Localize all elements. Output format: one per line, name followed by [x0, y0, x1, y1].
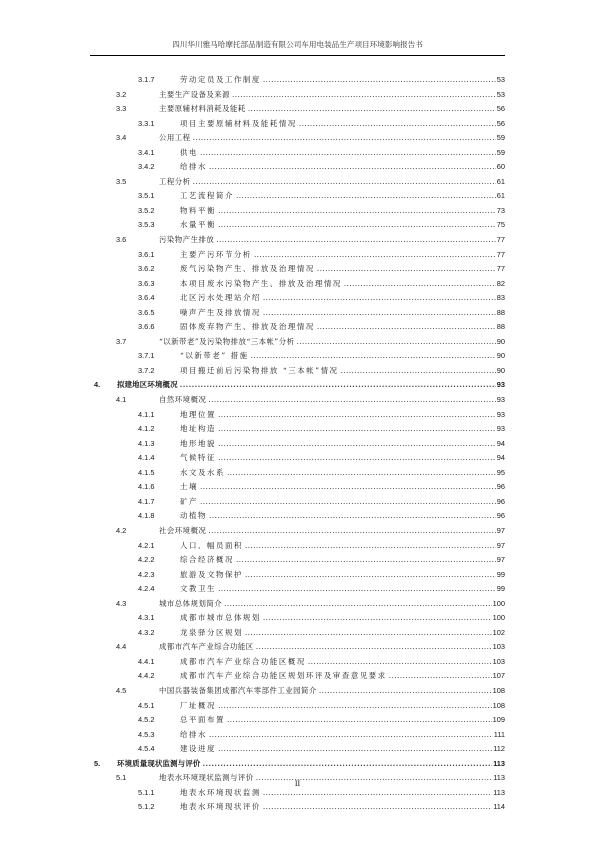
- toc-entry-page: 93: [496, 395, 505, 405]
- dot-leader: [209, 160, 496, 175]
- toc-entry-page: 56: [496, 118, 505, 128]
- toc-entry[interactable]: [0, 728, 595, 743]
- dot-leader: [263, 611, 492, 626]
- toc-entry-number: 4.5.3: [138, 729, 155, 739]
- toc-entry-page: 96: [496, 511, 505, 521]
- toc-entry-number: 4.2.2: [138, 555, 155, 565]
- toc-entry-title: 环境质量现状监测与评价: [117, 758, 201, 768]
- toc-entry[interactable]: [0, 480, 595, 495]
- toc-entry[interactable]: [0, 349, 595, 364]
- toc-entry[interactable]: [0, 699, 595, 714]
- toc-entry-number: 4.1.5: [138, 467, 155, 477]
- toc-entry-page: 113: [493, 773, 505, 783]
- dot-leader: [299, 117, 496, 132]
- toc-entry-title: 成都市汽车产业综合功能区概况: [180, 656, 306, 666]
- toc-entry-title: 厂址概况: [180, 700, 216, 710]
- toc-entry-page: 94: [496, 438, 505, 448]
- toc-entry[interactable]: [0, 248, 595, 263]
- dot-leader: [200, 495, 496, 510]
- toc-entry-page: 77: [496, 249, 505, 259]
- toc-entry-page: 94: [496, 453, 505, 463]
- toc-entry-page: 99: [496, 584, 505, 594]
- toc-entry-page: 83: [496, 293, 505, 303]
- toc-entry[interactable]: [0, 175, 595, 190]
- toc-entry-number: 3.5: [116, 176, 127, 186]
- toc-entry-number: 3.7.2: [138, 365, 155, 375]
- toc-entry-number: 4.1.6: [138, 482, 155, 492]
- toc-entry-number: 3.6.2: [138, 264, 155, 274]
- toc-entry-title: 工艺流程简介: [180, 191, 234, 201]
- toc-entry-page: 73: [496, 205, 505, 215]
- dot-leader: [317, 320, 496, 335]
- toc-entry[interactable]: [0, 117, 595, 132]
- toc-entry-page: 108: [492, 700, 505, 710]
- toc-entry-title: 主要产污环节分析: [180, 249, 252, 259]
- toc-entry-page: 93: [496, 380, 505, 390]
- toc-entry[interactable]: [0, 160, 595, 175]
- toc-entry-number: 4.1.3: [138, 438, 155, 448]
- toc-entry-number: 3.5.3: [138, 220, 155, 230]
- dot-leader: [216, 233, 496, 248]
- dot-leader: [251, 349, 496, 364]
- toc-entry-title: 综合经济概况: [180, 555, 234, 565]
- toc-entry-number: 4.2.3: [138, 569, 155, 579]
- toc-entry-number: 3.6.3: [138, 278, 155, 288]
- toc-entry-title: 本项目废水污染物产生、排放及治理情况: [180, 278, 342, 288]
- toc-entry[interactable]: [0, 218, 595, 233]
- toc-entry-page: 109: [492, 715, 505, 725]
- toc-entry-page: 93: [496, 424, 505, 434]
- toc-entry-page: 90: [496, 351, 505, 361]
- dot-leader: [200, 146, 496, 161]
- toc-entry-number: 4.1.4: [138, 453, 155, 463]
- toc-entry[interactable]: [0, 291, 595, 306]
- toc-entry-title: 污染物产生排放: [159, 235, 215, 245]
- page-number: II: [294, 779, 301, 788]
- toc-entry-number: 4.2: [116, 525, 127, 535]
- toc-entry-title: 成都市汽车产业综合功能区规划环评及审查意见要求: [180, 671, 387, 681]
- toc-entry-page: 103: [492, 656, 505, 666]
- dot-leader: [263, 800, 492, 815]
- toc-entry-number: 5.1.2: [138, 802, 155, 812]
- toc-entry-number: 3.6.5: [138, 307, 155, 317]
- toc-entry-page: 93: [496, 409, 505, 419]
- dot-leader: [344, 277, 496, 292]
- dot-leader: [256, 640, 492, 655]
- dot-leader: [209, 509, 496, 524]
- toc-entry-number: 4.4.1: [138, 656, 155, 666]
- toc-entry-page: 100: [492, 598, 505, 608]
- dot-leader: [319, 684, 492, 699]
- toc-entry-page: 56: [496, 104, 505, 114]
- toc-entry-title: 地表水环境现状评价: [180, 802, 261, 812]
- toc-entry-title: 工程分析: [159, 176, 191, 186]
- toc-entry-title: 水量平衡: [180, 220, 216, 230]
- toc-entry[interactable]: [0, 422, 595, 437]
- toc-entry-number: 3.4.1: [138, 147, 155, 157]
- toc-entry-title: 废气污染物产生、排放及治理情况: [180, 264, 315, 274]
- dot-leader: [263, 291, 496, 306]
- toc-entry-title: 建设进度: [180, 744, 216, 754]
- toc-entry-page: 90: [496, 336, 505, 346]
- toc-entry-number: 3.4.2: [138, 162, 155, 172]
- toc-entry[interactable]: [0, 597, 595, 612]
- toc-entry-number: 4.1.8: [138, 511, 155, 521]
- toc-entry[interactable]: [0, 509, 595, 524]
- toc-entry[interactable]: [0, 262, 595, 277]
- toc-entry-page: 59: [496, 133, 505, 143]
- toc-entry-page: 88: [496, 322, 505, 332]
- toc-entry-title: 地址构造: [180, 424, 216, 434]
- toc-entry-page: 114: [493, 802, 505, 812]
- toc-entry[interactable]: [0, 800, 595, 815]
- toc-entry-title: 供电: [180, 147, 198, 157]
- dot-leader: [308, 655, 492, 670]
- dot-leader: [254, 248, 496, 263]
- dot-leader: [208, 393, 495, 408]
- toc-entry[interactable]: [0, 233, 595, 248]
- toc-entry[interactable]: [0, 378, 595, 393]
- dot-leader: [245, 568, 496, 583]
- dot-leader: [227, 466, 496, 481]
- dot-leader: [232, 88, 496, 103]
- toc-entry-title: 地形地貌: [180, 438, 216, 448]
- toc-entry[interactable]: [0, 437, 595, 452]
- toc-entry-title: 地表水环境现状监测: [180, 787, 261, 797]
- toc-entry-title: 矿产: [180, 496, 198, 506]
- toc-entry-title: 拟建地区环境概况: [117, 380, 178, 390]
- toc-entry-page: 100: [492, 613, 505, 623]
- toc-entry[interactable]: [0, 102, 595, 117]
- toc-entry-title: 水文及水系: [180, 467, 225, 477]
- toc-entry-number: 3.2: [116, 89, 127, 99]
- dot-leader: [236, 189, 496, 204]
- dot-leader: [203, 757, 493, 772]
- dot-leader: [193, 131, 496, 146]
- toc-entry-title: 项目主要原辅材料及能耗情况: [180, 118, 297, 128]
- toc-entry-title: 龙泉驿分区规划: [180, 627, 243, 637]
- toc-entry-title: “以新带老”及污染物排放“三本帐”分析: [159, 336, 295, 346]
- dot-leader: [218, 204, 496, 219]
- dot-leader: [263, 306, 496, 321]
- toc-entry-title: 固体废弃物产生、排放及治理情况: [180, 322, 315, 332]
- toc-entry[interactable]: [0, 364, 595, 379]
- dot-leader: [296, 335, 495, 350]
- dot-leader: [245, 626, 492, 641]
- toc-entry-title: 物料平衡: [180, 205, 216, 215]
- toc-entry-title: 旅游及文物保护: [180, 569, 243, 579]
- toc-entry[interactable]: [0, 713, 595, 728]
- toc-entry[interactable]: [0, 320, 595, 335]
- toc-entry-title: 给排水: [180, 162, 207, 172]
- toc-entry-number: 3.7: [116, 336, 127, 346]
- toc-entry-page: 77: [496, 235, 505, 245]
- toc-entry-page: 53: [496, 75, 505, 84]
- dot-leader: [180, 378, 496, 393]
- toc-entry-number: 4.3: [116, 598, 127, 608]
- toc-entry-number: 4.1: [116, 395, 127, 405]
- dot-leader: [227, 713, 492, 728]
- toc-entry-page: 90: [496, 365, 505, 375]
- toc-entry-number: 4.5.1: [138, 700, 155, 710]
- toc-entry-number: 4.: [94, 380, 101, 390]
- toc-entry-page: 113: [493, 787, 505, 797]
- toc-entry-number: 4.1.1: [138, 409, 155, 419]
- toc-entry[interactable]: [0, 669, 595, 684]
- toc-entry[interactable]: [0, 684, 595, 699]
- toc-entry-page: 96: [496, 496, 505, 506]
- toc-entry[interactable]: [0, 539, 595, 554]
- dot-leader: [236, 553, 496, 568]
- toc-entry-number: 3.4: [116, 133, 127, 143]
- toc-entry-page: 97: [496, 540, 505, 550]
- toc-entry-title: 成都市汽车产业综合功能区: [159, 642, 254, 652]
- toc-entry-number: 4.5.4: [138, 744, 155, 754]
- toc-entry[interactable]: [0, 524, 595, 539]
- dot-leader: [317, 262, 496, 277]
- toc-entry-page: 108: [492, 685, 505, 695]
- toc-entry-number: 4.1.7: [138, 496, 155, 506]
- toc-entry-number: 4.3.2: [138, 627, 155, 637]
- toc-entry-title: 中国兵器装备集团成都汽车零部件工业园简介: [159, 685, 317, 695]
- dot-leader: [218, 408, 496, 423]
- toc-entry-number: 4.4: [116, 642, 127, 652]
- toc-entry-number: 3.6.6: [138, 322, 155, 332]
- dot-leader: [218, 437, 496, 452]
- toc-entry-page: 97: [496, 525, 505, 535]
- toc-entry-title: 动植物: [180, 511, 207, 521]
- toc-entry[interactable]: [0, 408, 595, 423]
- toc-entry-page: 97: [496, 555, 505, 565]
- toc-entry-title: 北区污水处理站介绍: [180, 293, 261, 303]
- dot-leader: [218, 582, 496, 597]
- toc-entry-title: 噪声产生及排放情况: [180, 307, 261, 317]
- toc-entry[interactable]: [0, 146, 595, 161]
- dot-leader: [263, 73, 496, 88]
- dot-leader: [389, 669, 492, 684]
- toc-entry-title: 公用工程: [159, 133, 191, 143]
- toc-entry-page: 99: [496, 569, 505, 579]
- toc-entry-title: 项目搬迁前后污染物排放 “三本帐”情况: [180, 365, 339, 375]
- toc-entry[interactable]: [0, 73, 595, 88]
- dot-leader: [224, 597, 492, 612]
- toc-entry-number: 5.1.1: [138, 787, 155, 797]
- toc-entry-page: 112: [493, 744, 505, 754]
- toc-entry-number: 5.: [94, 758, 101, 768]
- toc-entry-page: 95: [496, 467, 505, 477]
- toc-entry[interactable]: [0, 640, 595, 655]
- toc-entry-number: 4.2.4: [138, 584, 155, 594]
- running-header: 四川华川雅马哈摩托部品制造有限公司车用电装品生产项目环境影响报告书: [172, 40, 423, 49]
- toc-entry-page: 75: [496, 220, 505, 230]
- toc-entry[interactable]: [0, 757, 595, 772]
- toc-entry[interactable]: [0, 335, 595, 350]
- dot-leader: [218, 218, 496, 233]
- toc-entry[interactable]: [0, 553, 595, 568]
- toc-entry[interactable]: [0, 451, 595, 466]
- toc-entry-title: 主要原辅材料消耗及能耗: [159, 104, 246, 114]
- toc-entry-title: 气候特征: [180, 453, 216, 463]
- dot-leader: [218, 742, 492, 757]
- toc-entry-page: 53: [496, 89, 505, 99]
- toc-entry-title: 主要生产设备及来源: [159, 89, 231, 99]
- toc-entry[interactable]: [0, 393, 595, 408]
- toc-entry-number: 3.7.1: [138, 351, 155, 361]
- toc-entry-title: 劳动定员及工作制度: [180, 75, 261, 84]
- toc-entry-number: 4.4.2: [138, 671, 155, 681]
- toc-entry-title: 城市总体规划简介: [159, 598, 223, 608]
- toc-entry-title: “以新带老” 措施: [180, 351, 249, 361]
- toc-entry-number: 4.5: [116, 685, 127, 695]
- toc-entry-number: 4.5.2: [138, 715, 155, 725]
- toc-entry-page: 77: [496, 264, 505, 274]
- dot-leader: [200, 480, 496, 495]
- toc-entry-title: 社会环境概况: [159, 525, 207, 535]
- toc-entry[interactable]: [0, 568, 595, 583]
- toc-entry-number: 3.1.7: [138, 75, 155, 84]
- toc-entry-number: 3.6.1: [138, 249, 155, 259]
- toc-entry[interactable]: [0, 88, 595, 103]
- toc-entry[interactable]: [0, 742, 595, 757]
- toc-entry-page: 111: [493, 729, 505, 739]
- toc-entry[interactable]: [0, 189, 595, 204]
- dot-leader: [208, 524, 495, 539]
- toc-entry-number: 3.5.1: [138, 191, 155, 201]
- toc-entry-page: 60: [496, 162, 505, 172]
- dot-leader: [209, 728, 493, 743]
- toc-entry-page: 102: [492, 627, 505, 637]
- toc-entry-title: 地理位置: [180, 409, 216, 419]
- toc-entry-page: 61: [496, 191, 505, 201]
- toc-entry-number: 5.1: [116, 773, 127, 783]
- toc-entry-number: 3.3: [116, 104, 127, 114]
- toc-entry-number: 4.1.2: [138, 424, 155, 434]
- dot-leader: [248, 102, 496, 117]
- toc-entry-title: 成都市城市总体规划: [180, 613, 261, 623]
- dot-leader: [218, 422, 496, 437]
- toc-entry-number: 3.6.4: [138, 293, 155, 303]
- toc-entry-page: 113: [493, 758, 505, 768]
- dot-leader: [218, 699, 492, 714]
- dot-leader: [193, 175, 496, 190]
- toc-entry-page: 107: [492, 671, 505, 681]
- toc-entry-title: 地表水环境现状监测与评价: [159, 773, 254, 783]
- toc-entry-page: 82: [496, 278, 505, 288]
- toc-entry[interactable]: [0, 582, 595, 597]
- toc-entry-page: 59: [496, 147, 505, 157]
- toc-entry-page: 88: [496, 307, 505, 317]
- toc-entry[interactable]: [0, 655, 595, 670]
- dot-leader: [341, 364, 496, 379]
- header-rule: [90, 55, 505, 56]
- toc-entry[interactable]: [0, 626, 595, 641]
- toc-entry[interactable]: [0, 495, 595, 510]
- toc-entry-page: 103: [492, 642, 505, 652]
- toc-entry[interactable]: [0, 204, 595, 219]
- toc-entry[interactable]: [0, 611, 595, 626]
- toc-entry-title: 土壤: [180, 482, 198, 492]
- toc-entry-title: 给排水: [180, 729, 207, 739]
- dot-leader: [245, 539, 496, 554]
- toc-entry-number: 4.2.1: [138, 540, 155, 550]
- toc-entry[interactable]: [0, 306, 595, 321]
- toc-entry-number: 3.6: [116, 235, 127, 245]
- dot-leader: [218, 451, 496, 466]
- toc-entry-number: 3.3.1: [138, 118, 155, 128]
- table-of-contents: [0, 73, 595, 815]
- toc-entry-page: 96: [496, 482, 505, 492]
- toc-entry-title: 自然环境概况: [159, 395, 207, 405]
- toc-entry-title: 人口、幅员面积: [180, 540, 243, 550]
- toc-entry-title: 文教卫生: [180, 584, 216, 594]
- toc-entry[interactable]: [0, 466, 595, 481]
- toc-entry-number: 4.3.1: [138, 613, 155, 623]
- toc-entry[interactable]: [0, 277, 595, 292]
- toc-entry-title: 总平面布置: [180, 715, 225, 725]
- toc-entry[interactable]: [0, 131, 595, 146]
- toc-entry-page: 61: [496, 176, 505, 186]
- toc-entry-number: 3.5.2: [138, 205, 155, 215]
